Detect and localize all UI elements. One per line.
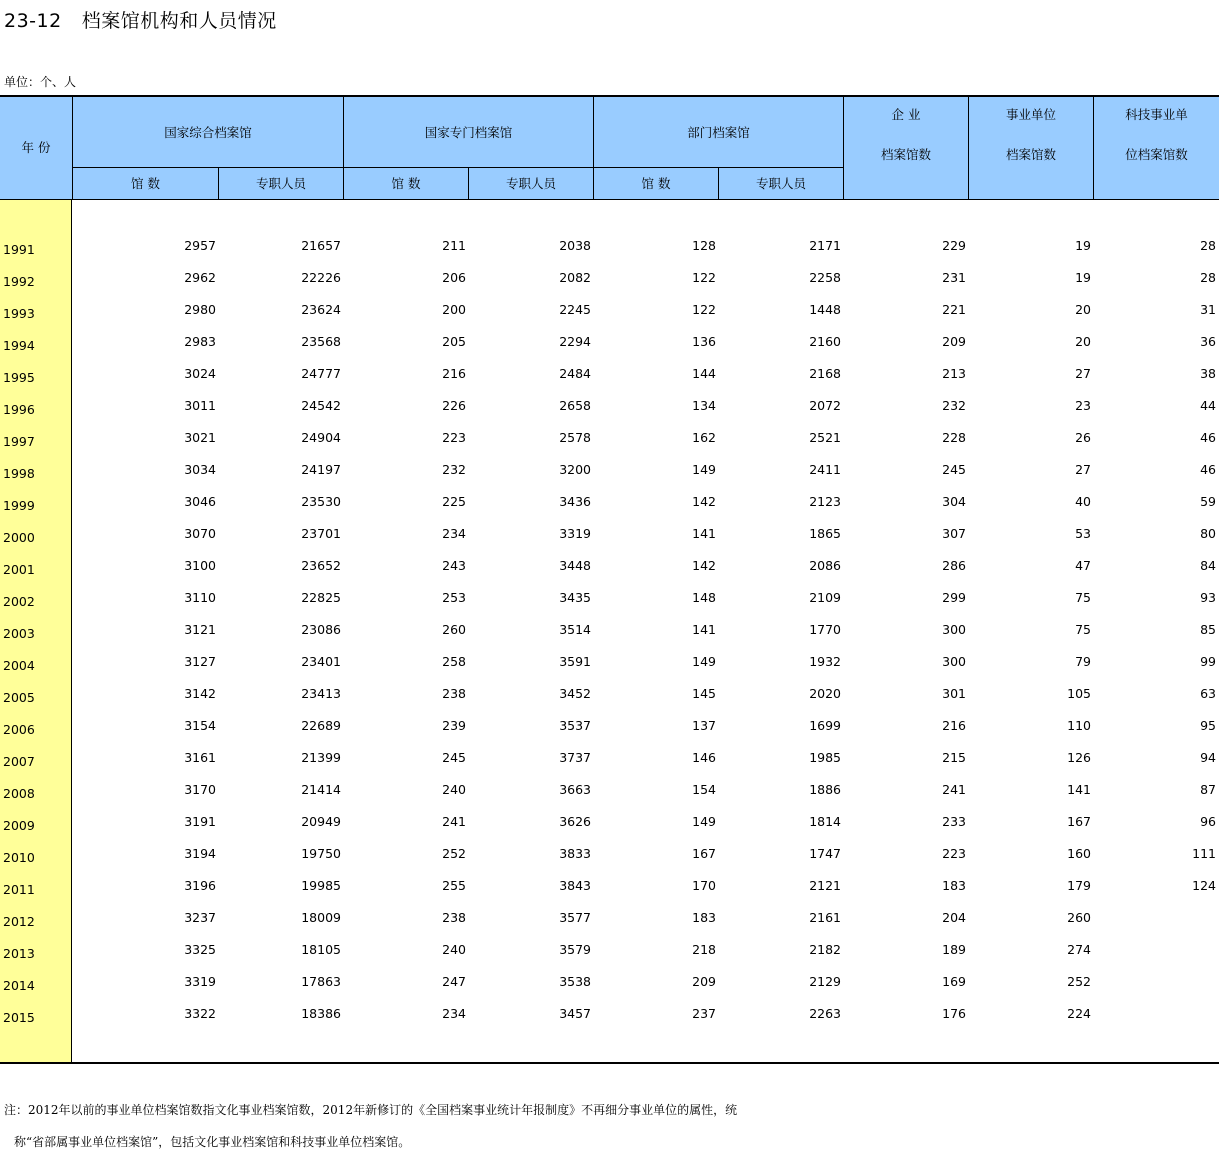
cell-scitech-count: 63 xyxy=(1200,686,1216,701)
cell-department-count: 141 xyxy=(692,622,716,637)
table-row xyxy=(0,270,1219,302)
cell-national-special-staff: 3435 xyxy=(559,590,591,605)
cell-enterprise-count: 169 xyxy=(942,974,966,989)
cell-national-special-count: 239 xyxy=(442,718,466,733)
cell-national-comprehensive-staff: 18009 xyxy=(301,910,341,925)
cell-department-count: 154 xyxy=(692,782,716,797)
cell-national-special-staff: 3452 xyxy=(559,686,591,701)
cell-national-comprehensive-count: 3100 xyxy=(184,558,216,573)
cell-national-comprehensive-count: 3196 xyxy=(184,878,216,893)
cell-national-special-staff: 3538 xyxy=(559,974,591,989)
cell-national-comprehensive-staff: 19750 xyxy=(301,846,341,861)
cell-national-comprehensive-count: 3024 xyxy=(184,366,216,381)
table-row xyxy=(0,942,1219,974)
cell-national-special-count: 216 xyxy=(442,366,466,381)
cell-national-special-count: 240 xyxy=(442,942,466,957)
row-year: 1994 xyxy=(3,338,35,353)
table-row xyxy=(0,302,1219,334)
cell-enterprise-count: 232 xyxy=(942,398,966,413)
cell-institution-count: 19 xyxy=(1075,270,1091,285)
cell-national-comprehensive-count: 3121 xyxy=(184,622,216,637)
cell-institution-count: 19 xyxy=(1075,238,1091,253)
cell-department-count: 209 xyxy=(692,974,716,989)
cell-institution-count: 274 xyxy=(1067,942,1091,957)
cell-scitech-count: 46 xyxy=(1200,430,1216,445)
cell-department-staff: 1747 xyxy=(809,846,841,861)
cell-department-staff: 1886 xyxy=(809,782,841,797)
cell-enterprise-count: 213 xyxy=(942,366,966,381)
cell-department-staff: 2020 xyxy=(809,686,841,701)
cell-national-comprehensive-count: 3322 xyxy=(184,1006,216,1021)
cell-national-special-count: 238 xyxy=(442,686,466,701)
cell-enterprise-count: 299 xyxy=(942,590,966,605)
cell-national-comprehensive-count: 2983 xyxy=(184,334,216,349)
cell-national-comprehensive-count: 3011 xyxy=(184,398,216,413)
cell-institution-count: 126 xyxy=(1067,750,1091,765)
header-year: 年 份 xyxy=(21,140,51,155)
cell-institution-count: 20 xyxy=(1075,302,1091,317)
cell-national-comprehensive-count: 3191 xyxy=(184,814,216,829)
cell-department-staff: 2121 xyxy=(809,878,841,893)
cell-national-special-staff: 2294 xyxy=(559,334,591,349)
cell-national-special-staff: 3843 xyxy=(559,878,591,893)
cell-enterprise-count: 307 xyxy=(942,526,966,541)
cell-department-staff: 2109 xyxy=(809,590,841,605)
cell-scitech-count: 99 xyxy=(1200,654,1216,669)
cell-enterprise-count: 241 xyxy=(942,782,966,797)
cell-national-comprehensive-staff: 24197 xyxy=(301,462,341,477)
cell-scitech-count: 85 xyxy=(1200,622,1216,637)
cell-department-staff: 2086 xyxy=(809,558,841,573)
header-staff-1: 专职人员 xyxy=(255,175,306,191)
table-row xyxy=(0,846,1219,878)
cell-institution-count: 105 xyxy=(1067,686,1091,701)
cell-national-comprehensive-count: 3161 xyxy=(184,750,216,765)
cell-national-special-count: 243 xyxy=(442,558,466,573)
cell-department-count: 134 xyxy=(692,398,716,413)
cell-institution-count: 40 xyxy=(1075,494,1091,509)
table-row xyxy=(0,494,1219,526)
cell-national-comprehensive-staff: 23086 xyxy=(301,622,341,637)
cell-national-special-count: 247 xyxy=(442,974,466,989)
table-title xyxy=(4,6,277,33)
cell-institution-count: 141 xyxy=(1067,782,1091,797)
row-year: 2009 xyxy=(3,818,35,833)
cell-national-special-count: 234 xyxy=(442,1006,466,1021)
cell-institution-count: 75 xyxy=(1075,622,1091,637)
cell-institution-count: 110 xyxy=(1067,718,1091,733)
cell-national-special-count: 260 xyxy=(442,622,466,637)
cell-national-special-staff: 3737 xyxy=(559,750,591,765)
cell-enterprise-count: 233 xyxy=(942,814,966,829)
cell-national-comprehensive-staff: 20949 xyxy=(301,814,341,829)
cell-department-staff: 2161 xyxy=(809,910,841,925)
cell-scitech-count: 38 xyxy=(1200,366,1216,381)
cell-scitech-count: 94 xyxy=(1200,750,1216,765)
cell-national-comprehensive-count: 3319 xyxy=(184,974,216,989)
cell-department-count: 137 xyxy=(692,718,716,733)
cell-institution-count: 224 xyxy=(1067,1006,1091,1021)
cell-national-comprehensive-staff: 17863 xyxy=(301,974,341,989)
cell-national-comprehensive-count: 3194 xyxy=(184,846,216,861)
cell-national-comprehensive-count: 3070 xyxy=(184,526,216,541)
cell-national-comprehensive-staff: 22689 xyxy=(301,718,341,733)
cell-department-count: 183 xyxy=(692,910,716,925)
cell-scitech-count: 111 xyxy=(1192,846,1216,861)
row-year: 1995 xyxy=(3,370,35,385)
table-row xyxy=(0,366,1219,398)
cell-national-special-staff: 2578 xyxy=(559,430,591,445)
cell-scitech-count: 36 xyxy=(1200,334,1216,349)
cell-national-special-staff: 3591 xyxy=(559,654,591,669)
cell-national-special-count: 205 xyxy=(442,334,466,349)
table-row xyxy=(0,686,1219,718)
cell-national-comprehensive-staff: 24904 xyxy=(301,430,341,445)
cell-department-staff: 1985 xyxy=(809,750,841,765)
unit-label: 单位：个、人 xyxy=(4,75,77,89)
cell-department-count: 128 xyxy=(692,238,716,253)
table-row xyxy=(0,974,1219,1006)
header-staff-3: 专职人员 xyxy=(755,175,806,191)
cell-department-staff: 2168 xyxy=(809,366,841,381)
cell-national-special-staff: 3457 xyxy=(559,1006,591,1021)
cell-enterprise-count: 304 xyxy=(942,494,966,509)
cell-scitech-count: 59 xyxy=(1200,494,1216,509)
table-row xyxy=(0,814,1219,846)
cell-department-count: 167 xyxy=(692,846,716,861)
row-year: 1997 xyxy=(3,434,35,449)
cell-department-count: 170 xyxy=(692,878,716,893)
header-staff-2: 专职人员 xyxy=(505,175,556,191)
footnote-line2: 称“省部属事业单位档案馆”，包括文化事业档案馆和科技事业单位档案馆。 xyxy=(14,1135,411,1149)
table-row xyxy=(0,654,1219,686)
cell-national-special-count: 240 xyxy=(442,782,466,797)
cell-national-special-count: 232 xyxy=(442,462,466,477)
row-year: 2002 xyxy=(3,594,35,609)
cell-department-staff: 2263 xyxy=(809,1006,841,1021)
cell-enterprise-count: 229 xyxy=(942,238,966,253)
cell-enterprise-count: 216 xyxy=(942,718,966,733)
header-institution-line1: 事业单位 xyxy=(1005,107,1056,122)
cell-department-staff: 2258 xyxy=(809,270,841,285)
header-count-3: 馆 数 xyxy=(641,175,671,191)
header-national-special: 国家专门档案馆 xyxy=(424,125,513,140)
cell-national-special-staff: 3436 xyxy=(559,494,591,509)
cell-national-comprehensive-staff: 23413 xyxy=(301,686,341,701)
cell-department-count: 237 xyxy=(692,1006,716,1021)
cell-national-special-staff: 3200 xyxy=(559,462,591,477)
cell-national-comprehensive-count: 3154 xyxy=(184,718,216,733)
row-year: 2008 xyxy=(3,786,35,801)
cell-enterprise-count: 209 xyxy=(942,334,966,349)
cell-enterprise-count: 223 xyxy=(942,846,966,861)
statistics-table xyxy=(0,95,1219,1064)
cell-national-special-staff: 2038 xyxy=(559,238,591,253)
cell-department-staff: 1814 xyxy=(809,814,841,829)
row-year: 2006 xyxy=(3,722,35,737)
table-row xyxy=(0,910,1219,942)
row-year: 2011 xyxy=(3,882,35,897)
row-year: 2003 xyxy=(3,626,35,641)
cell-national-special-count: 225 xyxy=(442,494,466,509)
cell-institution-count: 252 xyxy=(1067,974,1091,989)
cell-national-comprehensive-staff: 23701 xyxy=(301,526,341,541)
cell-national-comprehensive-staff: 24542 xyxy=(301,398,341,413)
table-row xyxy=(0,558,1219,590)
cell-national-comprehensive-staff: 21657 xyxy=(301,238,341,253)
cell-national-special-count: 258 xyxy=(442,654,466,669)
row-year: 2012 xyxy=(3,914,35,929)
row-year: 2001 xyxy=(3,562,35,577)
cell-national-comprehensive-staff: 18105 xyxy=(301,942,341,957)
cell-enterprise-count: 189 xyxy=(942,942,966,957)
cell-national-special-staff: 3577 xyxy=(559,910,591,925)
cell-national-special-count: 234 xyxy=(442,526,466,541)
table-row xyxy=(0,334,1219,366)
header-national-comprehensive: 国家综合档案馆 xyxy=(164,125,252,140)
cell-department-count: 144 xyxy=(692,366,716,381)
cell-national-special-count: 255 xyxy=(442,878,466,893)
cell-department-staff: 2182 xyxy=(809,942,841,957)
cell-department-count: 142 xyxy=(692,494,716,509)
cell-national-special-count: 211 xyxy=(442,238,466,253)
row-year: 2014 xyxy=(3,978,35,993)
cell-institution-count: 160 xyxy=(1067,846,1091,861)
cell-national-special-staff: 2082 xyxy=(559,270,591,285)
cell-institution-count: 79 xyxy=(1075,654,1091,669)
cell-department-staff: 2123 xyxy=(809,494,841,509)
cell-department-count: 149 xyxy=(692,814,716,829)
row-year: 2007 xyxy=(3,754,35,769)
table-row xyxy=(0,750,1219,782)
cell-national-special-staff: 3319 xyxy=(559,526,591,541)
cell-institution-count: 27 xyxy=(1075,462,1091,477)
cell-enterprise-count: 286 xyxy=(942,558,966,573)
cell-department-count: 218 xyxy=(692,942,716,957)
table-title-text: 档案馆机构和人员情况 xyxy=(81,10,277,32)
cell-national-special-count: 223 xyxy=(442,430,466,445)
cell-department-staff: 1448 xyxy=(809,302,841,317)
cell-institution-count: 167 xyxy=(1067,814,1091,829)
row-year: 1991 xyxy=(3,242,35,257)
cell-scitech-count: 124 xyxy=(1192,878,1216,893)
cell-enterprise-count: 183 xyxy=(942,878,966,893)
cell-scitech-count: 84 xyxy=(1200,558,1216,573)
row-year: 2015 xyxy=(3,1010,35,1025)
cell-national-special-count: 253 xyxy=(442,590,466,605)
cell-department-count: 149 xyxy=(692,462,716,477)
cell-enterprise-count: 231 xyxy=(942,270,966,285)
cell-national-special-count: 200 xyxy=(442,302,466,317)
table-row xyxy=(0,590,1219,622)
cell-national-special-count: 245 xyxy=(442,750,466,765)
row-year: 2005 xyxy=(3,690,35,705)
table-body xyxy=(0,200,1219,1064)
cell-department-staff: 1699 xyxy=(809,718,841,733)
header-scitech-line1: 科技事业单 xyxy=(1125,107,1188,122)
cell-scitech-count: 95 xyxy=(1200,718,1216,733)
cell-department-count: 122 xyxy=(692,270,716,285)
cell-department-count: 136 xyxy=(692,334,716,349)
cell-enterprise-count: 245 xyxy=(942,462,966,477)
cell-national-special-count: 206 xyxy=(442,270,466,285)
table-row xyxy=(0,622,1219,654)
cell-national-special-staff: 3537 xyxy=(559,718,591,733)
row-year: 2013 xyxy=(3,946,35,961)
cell-institution-count: 179 xyxy=(1067,878,1091,893)
table-row xyxy=(0,878,1219,910)
row-year: 1996 xyxy=(3,402,35,417)
cell-institution-count: 26 xyxy=(1075,430,1091,445)
table-header xyxy=(0,95,1219,200)
cell-scitech-count: 44 xyxy=(1200,398,1216,413)
table-row xyxy=(0,462,1219,494)
cell-scitech-count: 87 xyxy=(1200,782,1216,797)
cell-national-special-staff: 3663 xyxy=(559,782,591,797)
cell-national-comprehensive-staff: 18386 xyxy=(301,1006,341,1021)
table-row xyxy=(0,782,1219,814)
cell-department-count: 142 xyxy=(692,558,716,573)
cell-department-staff: 1932 xyxy=(809,654,841,669)
table-row xyxy=(0,430,1219,462)
cell-national-comprehensive-count: 3021 xyxy=(184,430,216,445)
cell-department-staff: 2160 xyxy=(809,334,841,349)
row-year: 1998 xyxy=(3,466,35,481)
table-row xyxy=(0,718,1219,750)
table-row xyxy=(0,1006,1219,1038)
footnote-line1: 注：2012年以前的事业单位档案馆数指文化事业档案馆数，2012年新修订的《全国档案事业统计年报制度》不再细分事业单位的属性，统 xyxy=(4,1103,738,1117)
cell-department-count: 162 xyxy=(692,430,716,445)
cell-scitech-count: 28 xyxy=(1200,238,1216,253)
cell-national-comprehensive-count: 2962 xyxy=(184,270,216,285)
cell-department-count: 148 xyxy=(692,590,716,605)
cell-institution-count: 260 xyxy=(1067,910,1091,925)
cell-national-comprehensive-staff: 23652 xyxy=(301,558,341,573)
header-enterprise-line1: 企 业 xyxy=(891,107,921,122)
cell-department-count: 149 xyxy=(692,654,716,669)
cell-national-comprehensive-staff: 24777 xyxy=(301,366,341,381)
cell-department-staff: 2171 xyxy=(809,238,841,253)
cell-scitech-count: 80 xyxy=(1200,526,1216,541)
cell-national-special-count: 238 xyxy=(442,910,466,925)
table-row xyxy=(0,238,1219,270)
cell-national-comprehensive-count: 2957 xyxy=(184,238,216,253)
cell-national-comprehensive-staff: 22825 xyxy=(301,590,341,605)
cell-institution-count: 27 xyxy=(1075,366,1091,381)
cell-national-special-staff: 3626 xyxy=(559,814,591,829)
cell-enterprise-count: 215 xyxy=(942,750,966,765)
cell-national-special-staff: 2658 xyxy=(559,398,591,413)
cell-department-count: 122 xyxy=(692,302,716,317)
cell-department-count: 141 xyxy=(692,526,716,541)
cell-department-staff: 2521 xyxy=(809,430,841,445)
cell-department-staff: 2411 xyxy=(809,462,841,477)
cell-enterprise-count: 300 xyxy=(942,654,966,669)
cell-national-comprehensive-count: 3325 xyxy=(184,942,216,957)
cell-department-staff: 1770 xyxy=(809,622,841,637)
cell-national-comprehensive-staff: 21399 xyxy=(301,750,341,765)
cell-enterprise-count: 301 xyxy=(942,686,966,701)
cell-department-staff: 1865 xyxy=(809,526,841,541)
cell-scitech-count: 28 xyxy=(1200,270,1216,285)
cell-enterprise-count: 176 xyxy=(942,1006,966,1021)
cell-scitech-count: 93 xyxy=(1200,590,1216,605)
cell-national-special-count: 241 xyxy=(442,814,466,829)
cell-national-comprehensive-count: 3127 xyxy=(184,654,216,669)
cell-scitech-count: 96 xyxy=(1200,814,1216,829)
cell-department-count: 146 xyxy=(692,750,716,765)
cell-national-comprehensive-staff: 23530 xyxy=(301,494,341,509)
cell-institution-count: 47 xyxy=(1075,558,1091,573)
cell-enterprise-count: 204 xyxy=(942,910,966,925)
cell-national-comprehensive-count: 3046 xyxy=(184,494,216,509)
cell-enterprise-count: 221 xyxy=(942,302,966,317)
cell-scitech-count: 46 xyxy=(1200,462,1216,477)
cell-institution-count: 23 xyxy=(1075,398,1091,413)
cell-national-comprehensive-staff: 21414 xyxy=(301,782,341,797)
cell-national-comprehensive-count: 3110 xyxy=(184,590,216,605)
row-year: 2004 xyxy=(3,658,35,673)
cell-national-special-staff: 3833 xyxy=(559,846,591,861)
header-count-2: 馆 数 xyxy=(391,175,421,191)
header-enterprise-line2: 档案馆数 xyxy=(880,147,931,162)
table-number: 23-12 xyxy=(4,10,62,32)
cell-national-comprehensive-staff: 23624 xyxy=(301,302,341,317)
row-year: 2010 xyxy=(3,850,35,865)
row-year: 2000 xyxy=(3,530,35,545)
cell-enterprise-count: 228 xyxy=(942,430,966,445)
cell-national-comprehensive-count: 3142 xyxy=(184,686,216,701)
cell-national-special-staff: 2484 xyxy=(559,366,591,381)
cell-enterprise-count: 300 xyxy=(942,622,966,637)
cell-national-comprehensive-count: 2980 xyxy=(184,302,216,317)
cell-national-special-staff: 2245 xyxy=(559,302,591,317)
cell-institution-count: 53 xyxy=(1075,526,1091,541)
cell-department-staff: 2129 xyxy=(809,974,841,989)
table-row xyxy=(0,398,1219,430)
cell-national-comprehensive-count: 3170 xyxy=(184,782,216,797)
row-year: 1999 xyxy=(3,498,35,513)
cell-department-count: 145 xyxy=(692,686,716,701)
cell-institution-count: 20 xyxy=(1075,334,1091,349)
header-department: 部门档案馆 xyxy=(687,125,750,140)
cell-national-comprehensive-staff: 22226 xyxy=(301,270,341,285)
cell-national-comprehensive-staff: 23401 xyxy=(301,654,341,669)
cell-national-comprehensive-staff: 23568 xyxy=(301,334,341,349)
row-year: 1992 xyxy=(3,274,35,289)
cell-national-comprehensive-count: 3237 xyxy=(184,910,216,925)
cell-national-special-staff: 3448 xyxy=(559,558,591,573)
cell-national-special-count: 226 xyxy=(442,398,466,413)
header-scitech-line2: 位档案馆数 xyxy=(1125,147,1188,162)
cell-national-comprehensive-staff: 19985 xyxy=(301,878,341,893)
cell-national-special-staff: 3514 xyxy=(559,622,591,637)
cell-national-special-staff: 3579 xyxy=(559,942,591,957)
cell-scitech-count: 31 xyxy=(1200,302,1216,317)
header-count-1: 馆 数 xyxy=(131,175,160,191)
cell-national-comprehensive-count: 3034 xyxy=(184,462,216,477)
row-year: 1993 xyxy=(3,306,35,321)
cell-department-staff: 2072 xyxy=(809,398,841,413)
cell-national-special-count: 252 xyxy=(442,846,466,861)
table-row xyxy=(0,526,1219,558)
header-institution-line2: 档案馆数 xyxy=(1005,147,1056,162)
cell-institution-count: 75 xyxy=(1075,590,1091,605)
